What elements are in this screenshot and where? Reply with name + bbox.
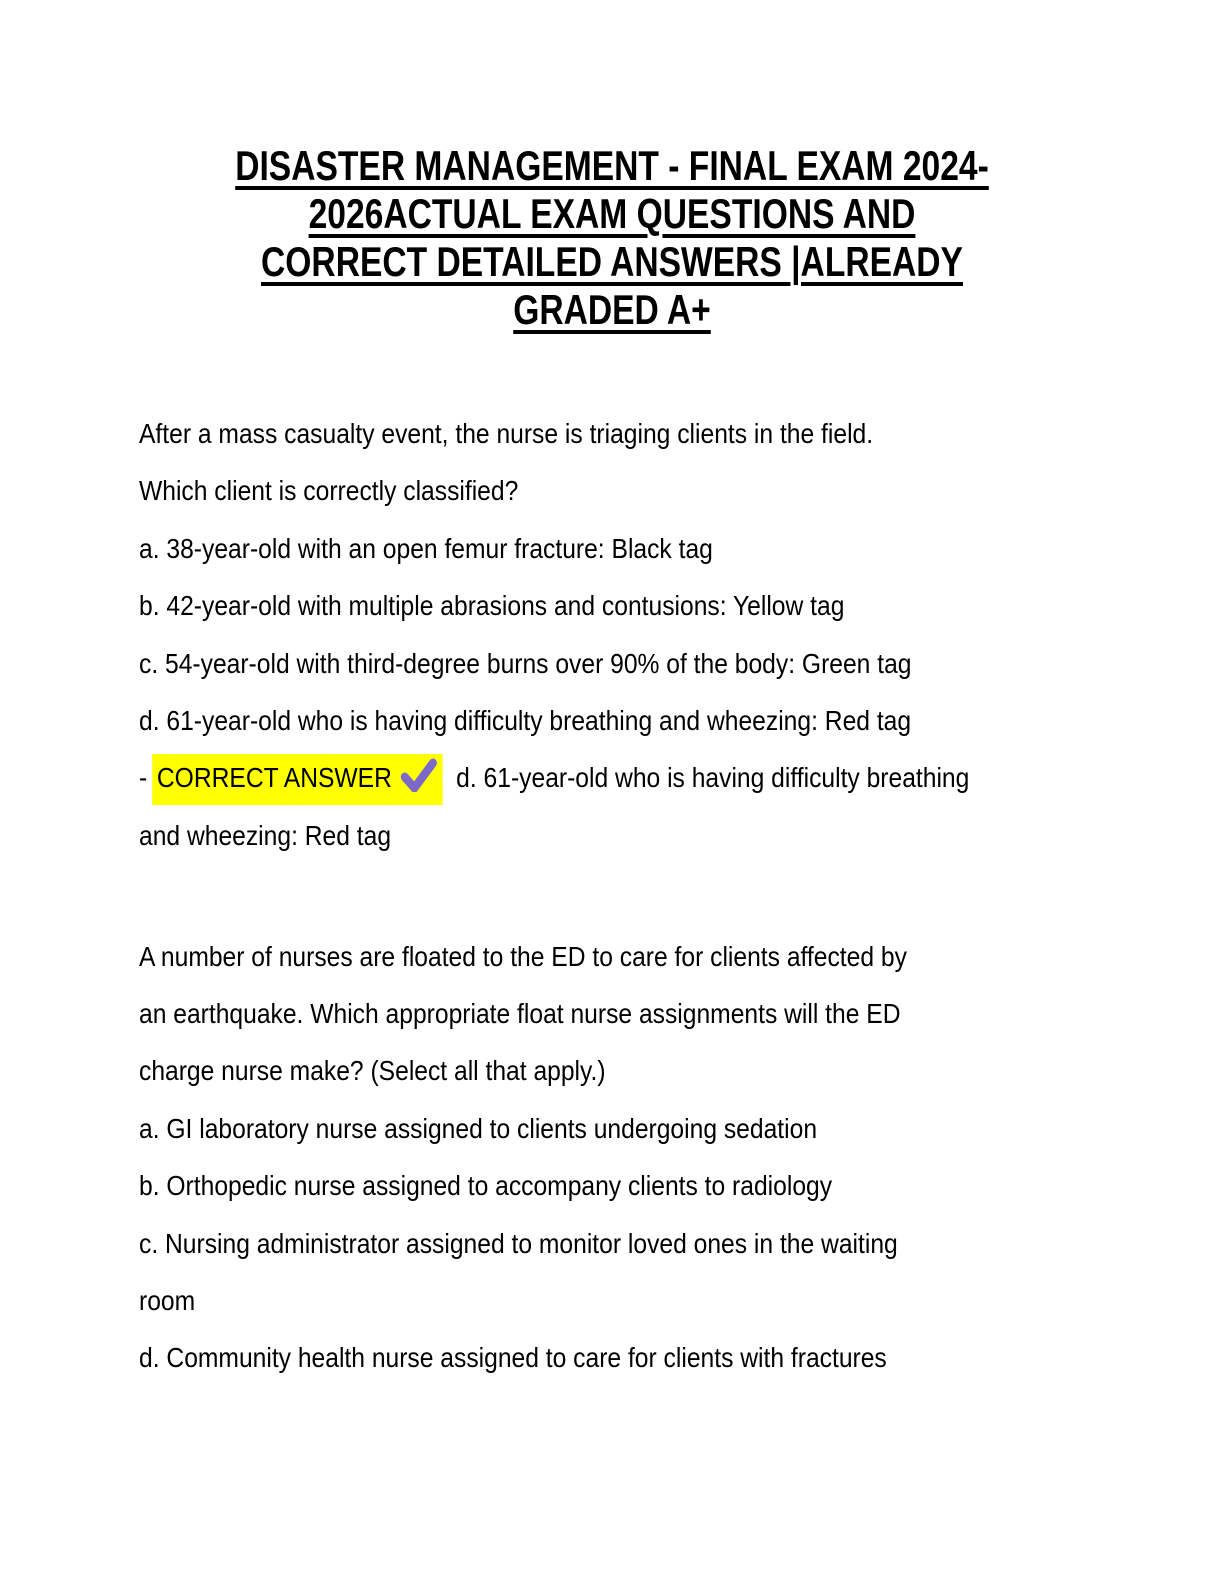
title-line: DISASTER MANAGEMENT - FINAL EXAM 2024- [235, 142, 989, 189]
document-body [139, 405, 1139, 1387]
title-line: CORRECT DETAILED ANSWERS |ALREADY [261, 238, 963, 285]
answer-dash: - [139, 762, 148, 794]
answer-option-c: c. 54-year-old with third-degree burns over 90% of the body: Green tag [139, 647, 912, 679]
question-line: A number of nurses are floated to the ED to care for clients affected by [139, 940, 907, 972]
answer-option-a: a. GI laboratory nurse assigned to clients undergoing sedation [139, 1112, 818, 1144]
answer-option-a: a. 38-year-old with an open femur fracture: Black tag [139, 532, 713, 564]
answer-option-b: b. Orthopedic nurse assigned to accompany clients to radiology [139, 1170, 833, 1202]
question-line: charge nurse make? (Select all that apply.) [139, 1055, 606, 1087]
correct-answer-continuation: and wheezing: Red tag [139, 819, 392, 851]
correct-answer-text: d. 61-year-old who is having difficulty breathing [456, 762, 970, 794]
correct-answer-line [139, 749, 1019, 806]
question-line: After a mass casualty event, the nurse is triaging clients in the field. [139, 418, 874, 449]
answer-option-c: c. Nursing administrator assigned to monitor loved ones in the waiting [139, 1227, 898, 1259]
document-title [0, 142, 1224, 334]
title-line: GRADED A+ [513, 286, 711, 333]
question-block-1 [139, 405, 1139, 864]
checkmark-icon [401, 758, 438, 792]
answer-option-d: d. Community health nurse assigned to care for clients with fractures [139, 1342, 887, 1374]
paragraph-spacer [139, 864, 1139, 921]
answer-option-d: d. 61-year-old who is having difficulty breathing and wheezing: Red tag [139, 705, 912, 737]
question-line: an earthquake. Which appropriate float nurse assignments will the ED [139, 998, 901, 1030]
title-line: 2026ACTUAL EXAM QUESTIONS AND [308, 190, 916, 237]
correct-answer-label: CORRECT ANSWER [156, 762, 392, 794]
correct-answer-highlight [152, 754, 442, 805]
question-line: Which client is correctly classified? [139, 475, 519, 507]
answer-option-c-continuation: room [139, 1285, 196, 1317]
question-block-2 [139, 928, 1139, 1387]
answer-option-b: b. 42-year-old with multiple abrasions and contusions: Yellow tag [139, 590, 845, 622]
